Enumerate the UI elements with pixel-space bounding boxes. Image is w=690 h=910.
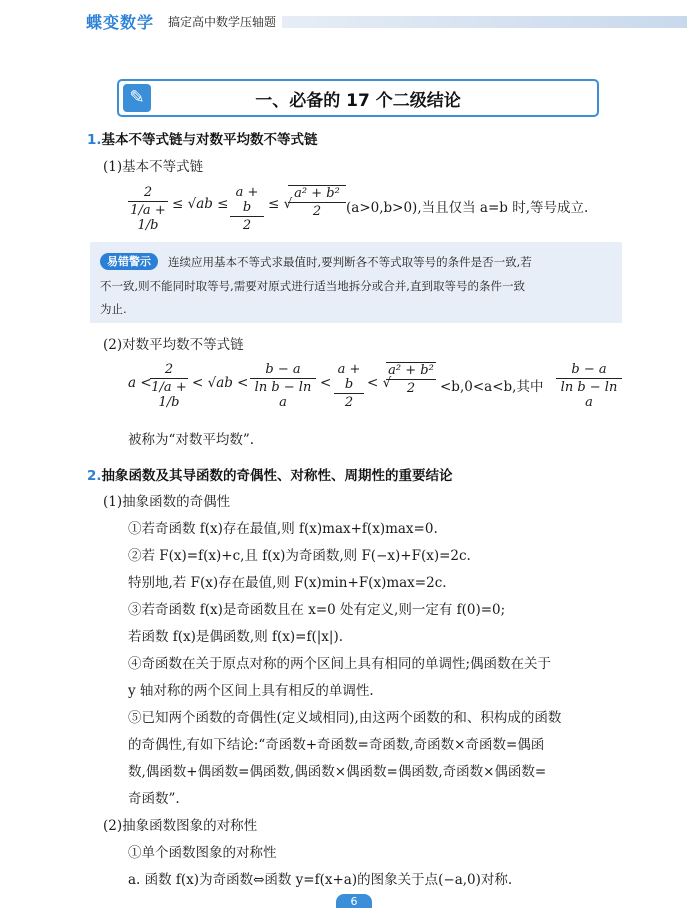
body-line: ④奇函数在关于原点对称的两个区间上具有相同的单调性;偶函数在关于 xyxy=(128,656,552,672)
section-title-box xyxy=(117,79,599,117)
log-mean-fraction: b − a ln b − ln a xyxy=(250,362,316,410)
header-bar xyxy=(282,16,687,28)
heading-number: 2. xyxy=(87,468,102,484)
lt-sign: < xyxy=(320,375,332,391)
page-number: 6 xyxy=(336,894,372,908)
quadratic-mean-fraction-2: a² + b² 2 xyxy=(386,362,436,396)
body-line: ②若 F(x)=f(x)+c,且 f(x)为奇函数,则 F(−x)+F(x)=2c. xyxy=(128,548,471,564)
body-line: ⑤已知两个函数的奇偶性(定义域相同),由这两个函数的和、积构成的函数 xyxy=(128,710,562,726)
heading-number: 1. xyxy=(87,132,102,148)
warning-line: 连续应用基本不等式求最值时,要判断各不等式取等号的条件是否一致,若 xyxy=(168,255,532,269)
body-line: ①若奇函数 f(x)存在最值,则 f(x)max+f(x)max=0. xyxy=(128,521,438,537)
body-line: 数,偶函数+偶函数=偶函数,偶函数×偶函数=偶函数,奇函数×偶函数= xyxy=(128,764,547,780)
qm-sign-2: < √ xyxy=(367,375,392,391)
subheading: (1)基本不等式链 xyxy=(103,159,204,175)
body-line: ③若奇函数 f(x)是奇函数且在 x=0 处有定义,则一定有 f(0)=0; xyxy=(128,602,506,618)
geometric-mean-2: < √ab < xyxy=(192,375,249,391)
body-line: ①单个函数图象的对称性 xyxy=(128,845,277,861)
body-line: 的奇偶性,有如下结论:“奇函数+奇函数=奇函数,奇函数×奇函数=偶函 xyxy=(128,737,545,753)
body-line: 特别地,若 F(x)存在最值,则 F(x)min+F(x)max=2c. xyxy=(128,575,447,591)
subheading: (2)对数平均数不等式链 xyxy=(103,337,244,353)
series-title: 搞定高中数学压轴题 xyxy=(168,15,277,29)
body-line: 若函数 f(x)是偶函数,则 f(x)=f(|x|). xyxy=(128,629,344,645)
brand-logo: 蝶变数学 xyxy=(86,13,155,32)
pencil-icon: ✎ xyxy=(123,84,151,112)
log-mean-fraction-def: b − a ln b − ln a xyxy=(556,362,622,410)
warning-line: 为止. xyxy=(100,302,127,316)
body-line: y 轴对称的两个区间上具有相反的单调性. xyxy=(128,683,374,699)
harmonic-mean-fraction: 2 1/a + 1/b xyxy=(128,185,168,233)
error-warning-box xyxy=(90,242,622,323)
body-line: a. 函数 f(x)为奇函数⇔函数 y=f(x+a)的图象关于点(−a,0)对称. xyxy=(128,872,513,888)
warning-tag: 易错警示 xyxy=(100,253,158,270)
qm-sign: ≤ √ xyxy=(268,196,293,212)
log-mean-note: 被称为“对数平均数”. xyxy=(128,432,255,448)
heading-text: 基本不等式链与对数平均数不等式链 xyxy=(101,132,318,148)
arithmetic-mean-fraction: a + b 2 xyxy=(230,185,264,233)
page-header xyxy=(0,0,690,36)
heading-2 xyxy=(87,464,453,484)
ineq2-condition: <b,0<a<b,其中 xyxy=(440,379,544,395)
heading-text: 抽象函数及其导函数的奇偶性、对称性、周期性的重要结论 xyxy=(101,468,453,484)
body-line: 奇函数”. xyxy=(128,791,180,807)
arithmetic-mean-fraction-2: a + b 2 xyxy=(334,362,364,410)
geometric-mean: ≤ √ab ≤ xyxy=(172,196,229,212)
quadratic-mean-fraction: a² + b² 2 xyxy=(288,185,346,219)
ineq2-start: a < xyxy=(128,375,152,391)
body-line: (2)抽象函数图象的对称性 xyxy=(103,818,258,834)
ineq1-condition: (a>0,b>0),当且仅当 a=b 时,等号成立. xyxy=(346,200,589,216)
heading-1 xyxy=(87,128,318,148)
warning-line: 不一致,则不能同时取等号,需要对原式进行适当地拆分或合并,直到取等号的条件一致 xyxy=(100,279,525,293)
harmonic-mean-fraction-2: 2 1/a + 1/b xyxy=(151,362,187,410)
section-title: 一、必备的 17 个二级结论 xyxy=(255,91,461,111)
body-line: (1)抽象函数的奇偶性 xyxy=(103,494,231,510)
